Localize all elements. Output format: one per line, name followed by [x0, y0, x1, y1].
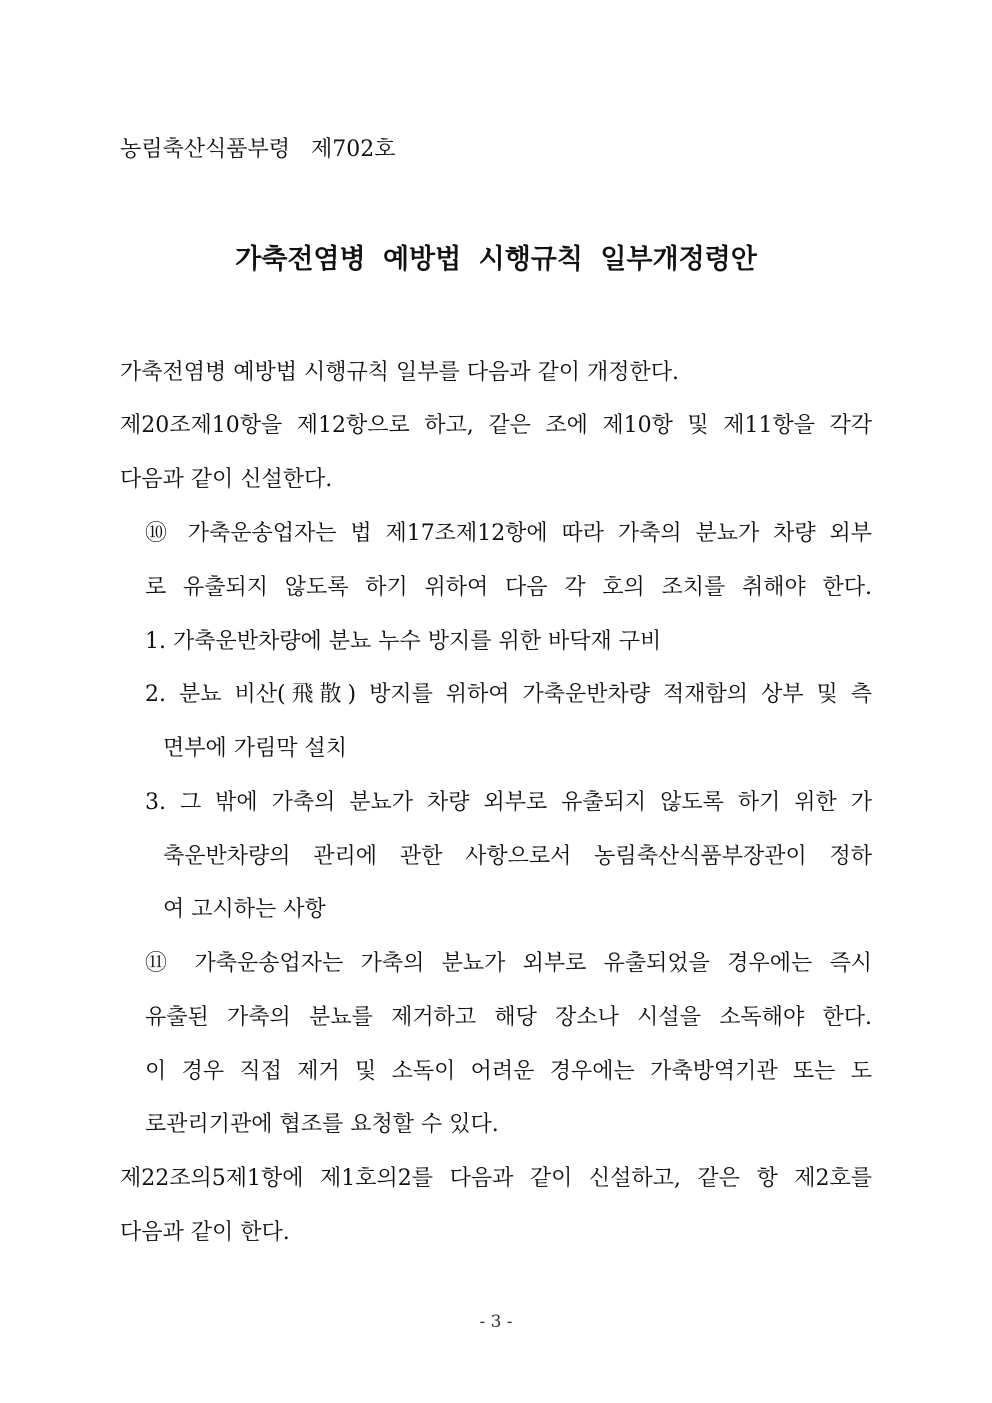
- paragraph-intro: 가축전염병 예방법 시행규칙 일부를 다음과 같이 개정한다.: [120, 360, 680, 385]
- item-11-line1: ⑪ 가축운송업자는 가축의 분뇨가 외부로 유출되었을 경우에는 즉시: [145, 951, 872, 976]
- item-10-line2: 로 유출되지 않도록 하기 위하여 다음 각 호의 조치를 취해야 한다.: [145, 575, 872, 600]
- subitem-2-line1: 2. 분뇨 비산(飛散) 방지를 위하여 가축운반차량 적재함의 상부 및 측: [145, 682, 872, 707]
- paragraph-article22-line2: 다음과 같이 한다.: [120, 1220, 290, 1245]
- decree-number: 농림축산식품부령 제702호: [120, 137, 396, 162]
- subitem-2-line2: 면부에 가림막 설치: [163, 736, 348, 761]
- subitem-3-line3: 여 고시하는 사항: [163, 897, 326, 922]
- page-number: - 3 -: [479, 1312, 513, 1332]
- subitem-3-line1: 3. 그 밖에 가축의 분뇨가 차량 외부로 유출되지 않도록 하기 위한 가: [145, 790, 872, 815]
- subitem-3-line2: 축운반차량의 관리에 관한 사항으로서 농림축산식품부장관이 정하: [163, 844, 872, 869]
- item-11-line2: 유출된 가축의 분뇨를 제거하고 해당 장소나 시설을 소독해야 한다.: [145, 1005, 872, 1030]
- paragraph-article20-line2: 다음과 같이 신설한다.: [120, 467, 333, 492]
- document-title: 가축전염병 예방법 시행규칙 일부개정령안: [235, 244, 757, 275]
- item-10-line1: ⑩ 가축운송업자는 법 제17조제12항에 따라 가축의 분뇨가 차량 외부: [145, 521, 872, 546]
- subitem-1: 1. 가축운반차량에 분뇨 누수 방지를 위한 바닥재 구비: [145, 629, 662, 654]
- item-11-line3: 이 경우 직접 제거 및 소독이 어려운 경우에는 가축방역기관 또는 도: [145, 1059, 872, 1084]
- item-11-line4: 로관리기관에 협조를 요청할 수 있다.: [145, 1112, 499, 1137]
- paragraph-article20-line1: 제20조제10항을 제12항으로 하고, 같은 조에 제10항 및 제11항을 각각: [120, 413, 872, 438]
- paragraph-article22-line1: 제22조의5제1항에 제1호의2를 다음과 같이 신설하고, 같은 항 제2호를: [120, 1166, 872, 1191]
